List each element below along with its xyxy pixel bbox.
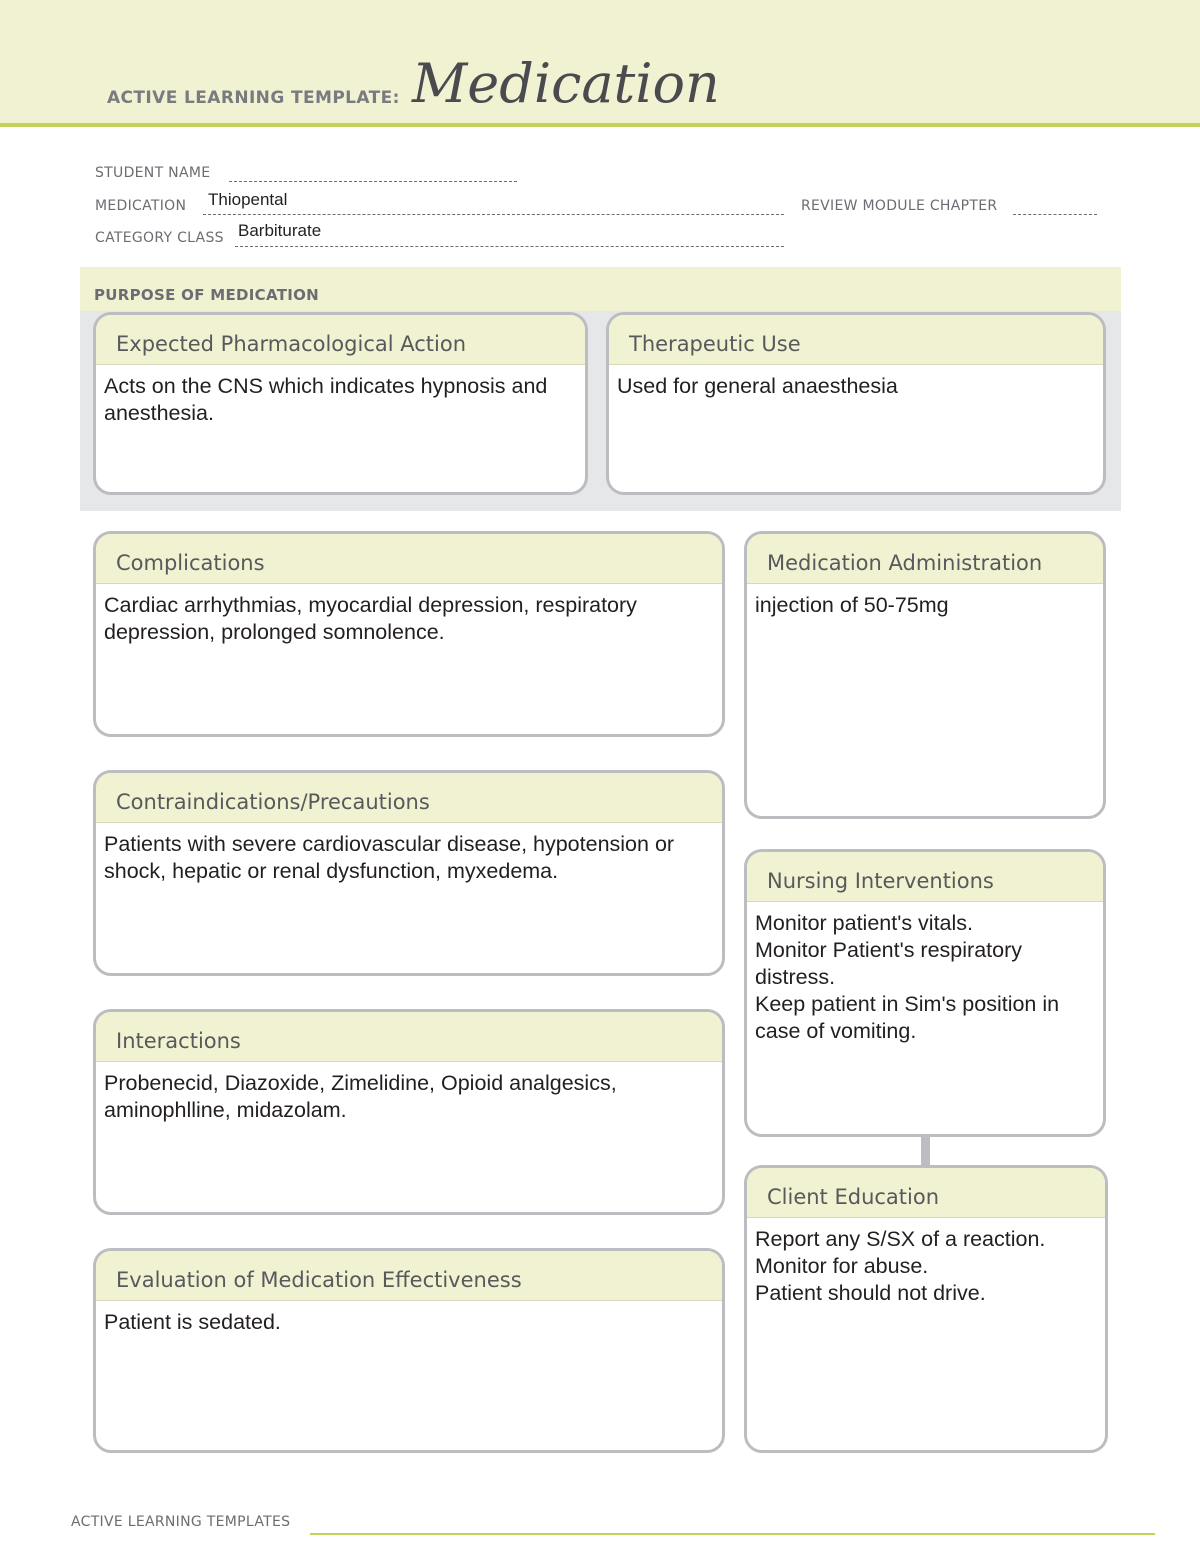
purpose-label: PURPOSE OF MEDICATION (94, 286, 320, 304)
medication-label: MEDICATION (95, 198, 187, 214)
nursing-interventions-box (744, 849, 1106, 1137)
nursing-intervention-line: Monitor Patient's respiratory distress. (755, 938, 1022, 989)
client-education-line: Report any S/SX of a reaction. (755, 1227, 1046, 1251)
student-name-label: STUDENT NAME (95, 165, 211, 181)
client-education-line: Patient should not drive. (755, 1281, 986, 1305)
medication-field[interactable] (203, 214, 784, 215)
category-class-value: Barbiturate (238, 221, 322, 240)
review-module-label: REVIEW MODULE CHAPTER (801, 198, 998, 214)
client-education-line: Monitor for abuse. (755, 1254, 929, 1278)
template-label: ACTIVE LEARNING TEMPLATE: (107, 88, 400, 108)
therapeutic-use-box (606, 312, 1106, 495)
evaluation-text[interactable]: Patient is sedated. (104, 1310, 281, 1334)
category-class-label: CATEGORY CLASS (95, 230, 224, 246)
category-class-field[interactable] (235, 246, 784, 247)
nursing-interventions-text[interactable] (747, 902, 1103, 1045)
interactions-box (93, 1009, 725, 1215)
expected-action-title: Expected Pharmacological Action (96, 315, 585, 365)
evaluation-title: Evaluation of Medication Effectiveness (96, 1251, 722, 1301)
administration-title: Medication Administration (747, 534, 1103, 584)
footer-label: ACTIVE LEARNING TEMPLATES (71, 1514, 291, 1530)
client-education-box (744, 1165, 1108, 1453)
interactions-title: Interactions (96, 1012, 722, 1062)
administration-text[interactable]: injection of 50-75mg (755, 593, 949, 617)
interactions-text[interactable]: Probenecid, Diazoxide, Zimelidine, Opioid analgesics, aminophlline, midazolam. (104, 1071, 617, 1122)
therapeutic-use-title: Therapeutic Use (609, 315, 1103, 365)
client-education-text[interactable] (747, 1218, 1105, 1307)
header-divider (0, 123, 1200, 127)
page-title: Medication (412, 52, 720, 115)
complications-title: Complications (96, 534, 722, 584)
client-education-title: Client Education (747, 1168, 1105, 1218)
expected-action-text[interactable]: Acts on the CNS which indicates hypnosis and anesthesia. (104, 374, 548, 425)
contraindications-text[interactable]: Patients with severe cardiovascular disease, hypotension or shock, hepatic or renal dysfunction, myxedema. (104, 832, 675, 883)
evaluation-box (93, 1248, 725, 1453)
medication-value: Thiopental (208, 190, 288, 209)
contraindications-box (93, 770, 725, 976)
expected-action-box (93, 312, 588, 495)
box-connector (921, 1136, 930, 1166)
therapeutic-use-text[interactable]: Used for general anaesthesia (617, 374, 898, 398)
administration-box (744, 531, 1106, 819)
nursing-intervention-line: Monitor patient's vitals. (755, 911, 974, 935)
complications-text[interactable]: Cardiac arrhythmias, myocardial depression, respiratory depression, prolonged somnolence. (104, 593, 637, 644)
contraindications-title: Contraindications/Precautions (96, 773, 722, 823)
complications-box (93, 531, 725, 737)
footer-divider (310, 1533, 1155, 1535)
student-name-field[interactable] (229, 181, 517, 182)
review-module-field[interactable] (1013, 214, 1097, 215)
nursing-intervention-line: Keep patient in Sim's position in case of vomiting. (755, 992, 1060, 1043)
nursing-interventions-title: Nursing Interventions (747, 852, 1103, 902)
